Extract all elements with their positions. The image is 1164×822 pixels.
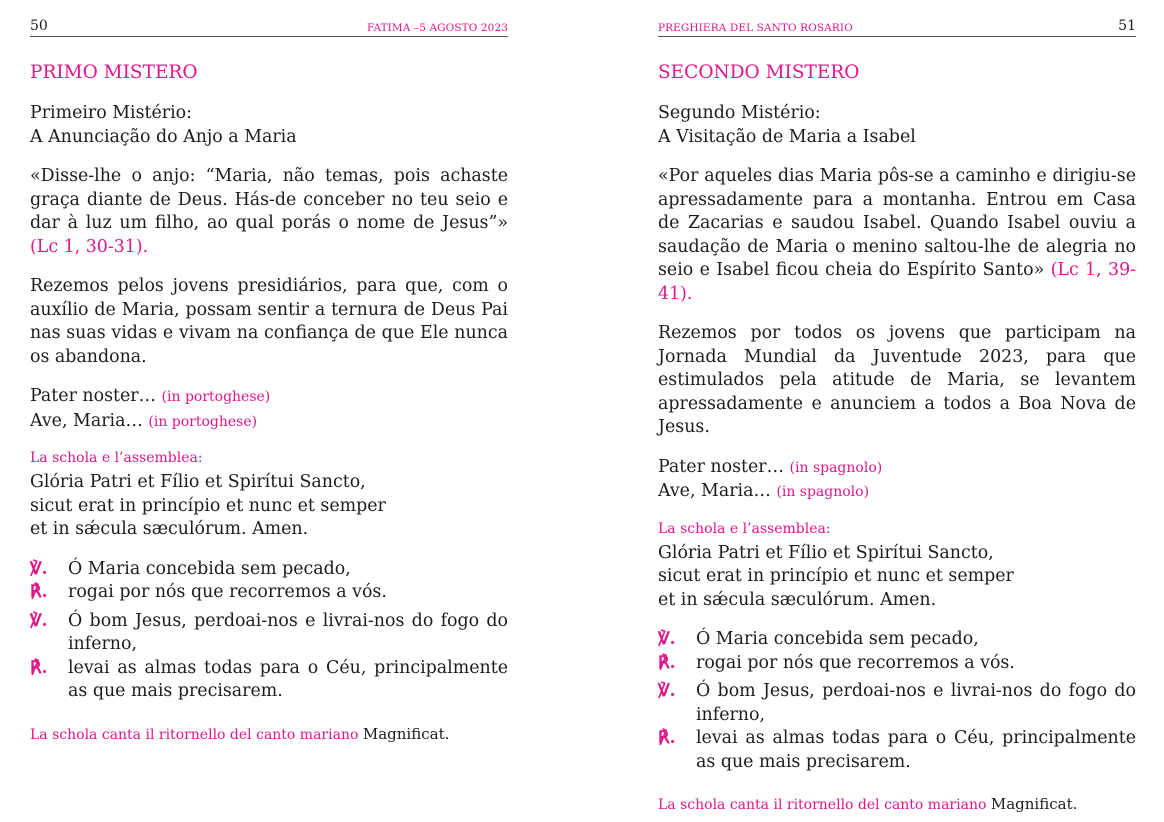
versicle-text: Ó bom Jesus, perdoai-nos e livrai-nos do fogo do inferno, (68, 610, 508, 654)
gloria-line3: et in sǽcula sæculórum. Amen. (658, 589, 937, 610)
gloria-line3: et in sǽcula sæculórum. Amen. (30, 519, 309, 539)
gloria-line2: sicut erat in princípio et nunc et semper (658, 566, 1014, 586)
closing-rubric (30, 724, 508, 745)
response-text: rogai por nós que recorremos a vós. (68, 582, 387, 602)
versicle-1 (658, 628, 1136, 652)
response-symbol: ℟. (30, 582, 48, 602)
gloria-line1: Glória Patri et Fílio et Spirítui Sancto, (658, 542, 994, 563)
mystery-heading (30, 102, 508, 149)
versicle-2 (30, 610, 508, 657)
running-head (30, 17, 508, 37)
response-1 (30, 581, 508, 605)
response-2 (658, 727, 1136, 774)
response-symbol: ℟. (30, 657, 48, 678)
versicle-symbol: ℣. (30, 610, 48, 631)
scripture-reference: (Lc 1, 30-31). (30, 236, 149, 257)
intention-paragraph: Rezemos pelos jovens presidiários, para que, com o auxílio de Maria, possam sentir a ternura de Deus Pai nas suas vidas e vivam na confiança de que Ele nunca os abandona. (30, 276, 508, 367)
gloria-line2: sicut erat in princípio et nunc et semper (30, 495, 386, 516)
intention-paragraph: Rezemos por todos os jovens que participam na Jornada Mundial da Juventude 2023, para que estimulados pela atitude de Maria, se levantem apressadamente e anunciem a todos a Boa Nova de Jesus. (658, 323, 1136, 437)
closing-rubric (658, 794, 1136, 815)
ave-text: Ave, Maria… (658, 481, 771, 501)
closing-rubric-text: La schola canta il ritornello del canto mariano (30, 726, 359, 743)
mistero-title: SECONDO MISTERO (658, 62, 860, 83)
gloria-line1: Glória Patri et Fílio et Spirítui Sancto, (30, 472, 366, 492)
running-title: FATIMA –5 AGOSTO 2023 (366, 22, 508, 34)
prayers-list (658, 456, 1136, 505)
pater-language-note: (in spagnolo) (789, 459, 883, 476)
scripture-paragraph (658, 165, 1136, 306)
ave-language-note: (in spagnolo) (776, 484, 870, 500)
versicle-text: Ó bom Jesus, perdoai-nos e livrai-nos do fogo do inferno, (696, 681, 1136, 725)
ave-language-note: (in portoghese) (148, 413, 258, 430)
right-page (658, 0, 1136, 822)
response-2 (30, 657, 508, 704)
versicle-text: Ó Maria concebida sem pecado, (696, 629, 979, 649)
response-text: levai as almas todas para o Céu, principalmente as que mais precisarem. (696, 728, 1136, 772)
scripture-paragraph (30, 165, 508, 259)
prayers-list (30, 385, 508, 434)
versicle-1 (30, 558, 508, 582)
mystery-heading-line2: A Anunciação do Anjo a Maria (30, 126, 297, 147)
scripture-text: «Disse-lhe o anjo: “Maria, não temas, pois achaste graça diante de Deus. Hás-de conceber no teu seio e dar à luz um filho, ao qual porás o nome de Jesus”» (30, 166, 508, 233)
fatima-prayer (658, 628, 1136, 774)
assembly-rubric: La schola e l’assemblea: (658, 520, 831, 537)
mystery-heading (658, 102, 1136, 149)
ave-line (30, 410, 508, 435)
versicle-text: Ó Maria concebida sem pecado, (68, 558, 351, 579)
running-head (658, 17, 1136, 37)
canticle-title: Magnificat. (990, 795, 1078, 813)
pater-text: Pater noster… (658, 456, 784, 477)
left-page (30, 0, 508, 822)
page-content (658, 60, 1136, 815)
closing-rubric-text: La schola canta il ritornello del canto mariano (658, 797, 987, 813)
gloria-patri (658, 542, 1136, 613)
pater-line (658, 456, 1136, 481)
canticle-title: Magnificat. (362, 724, 450, 743)
running-title: PREGHIERA DEL SANTO ROSARIO (658, 22, 853, 34)
page-content (30, 60, 508, 745)
mistero-title: PRIMO MISTERO (30, 62, 198, 83)
page-number: 50 (30, 18, 48, 34)
versicle-symbol: ℣. (658, 629, 676, 649)
page-number: 51 (1118, 18, 1136, 34)
response-text: rogai por nós que recorremos a vós. (696, 652, 1015, 673)
versicle-symbol: ℣. (30, 558, 48, 579)
pater-text: Pater noster… (30, 386, 156, 406)
mystery-heading-line2: A Visitação de Maria a Isabel (658, 126, 916, 147)
scripture-reference: (Lc 1, 39-41). (658, 260, 1137, 304)
versicle-2 (658, 680, 1136, 727)
response-text: levai as almas todas para o Céu, principalmente as que mais precisarem. (68, 657, 508, 701)
gloria-patri (30, 471, 508, 542)
pater-line (30, 385, 508, 410)
response-symbol: ℟. (658, 652, 676, 673)
response-symbol: ℟. (658, 728, 676, 748)
ave-text: Ave, Maria… (30, 410, 143, 431)
mystery-heading-line1: Primeiro Mistério: (30, 103, 193, 123)
assembly-rubric: La schola e l’assemblea: (30, 450, 203, 466)
response-1 (658, 652, 1136, 676)
versicle-symbol: ℣. (658, 681, 676, 701)
fatima-prayer (30, 558, 508, 704)
pater-language-note: (in portoghese) (161, 389, 271, 405)
scripture-text: «Por aqueles dias Maria pôs-se a caminho e dirigiu-se apressadamente para a montanha. Entrou em Casa de Zacarias e saudou Isabel. Quando Isabel ouviu a saudação de Maria o menino saltou-lhe de alegria no seio e Isabel ficou cheia do Espírito Santo» (658, 166, 1136, 280)
ave-line (658, 480, 1136, 505)
mystery-heading-line1: Segundo Mistério: (658, 103, 821, 123)
